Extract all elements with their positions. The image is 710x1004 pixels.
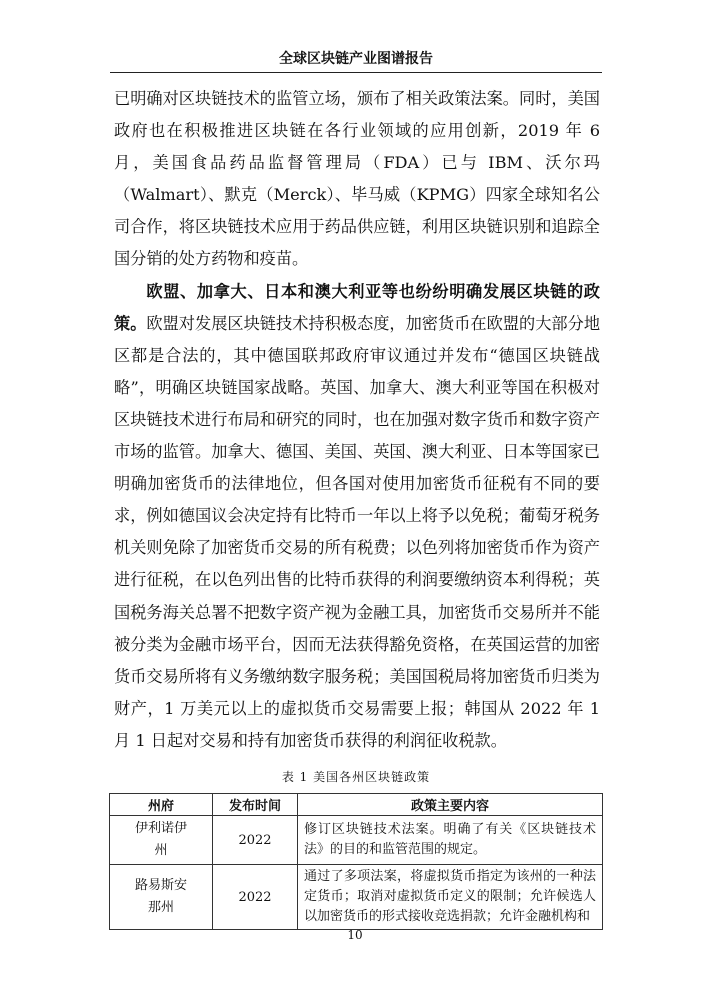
table-row bbox=[110, 816, 603, 865]
body-text bbox=[114, 83, 600, 757]
table-header-row bbox=[110, 794, 603, 816]
paragraph-body: 欧盟对发展区块链技术持积极态度，加密货币在欧盟的大部分地区都是合法的，其中德国联邦政府审议通过并发布“德国区块链战略”，明确区块链国家战略。英国、加拿大、澳大利亚等国在积极对区块链技术进行布局和研究的同时，也在加强对数字货币和数字资产市场的监管。加拿大、德国、美国、英国、澳大利亚、日本等国家已明确加密货币的法律地位，但各国对使用加密货币征税有不同的要求，例如德国议会决定持有比特币一年以上将予以免税；葡萄牙税务机关则免除了加密货币交易的所有税费；以色列将加密货币作为资产进行征税，在以色列出售的比特币获得的利润要缴纳资本利得税；英国税务海关总署不把数字资产视为金融工具，加密货币交易所并不能被分类为金融市场平台，因而无法获得豁免资格，在英国运营的加密货币交易所将有义务缴纳数字服务税；美国国税局将加密货币归类为财产，1 万美元以上的虚拟货币交易需要上报；韩国从 2022 年 1 月 1 日起对交易和持有加密货币获得的利润征收税款。 bbox=[114, 313, 601, 750]
state-cell bbox=[110, 816, 213, 865]
page-number: 10 bbox=[347, 928, 363, 942]
paragraph-international-policy bbox=[114, 276, 600, 757]
table-caption: 表 1 美国各州区块链政策 bbox=[281, 770, 431, 784]
content-cell: 通过了多项法案，将虚拟货币指定为该州的一种法定货币；取消对虚拟货币定义的限制；允许候选人以加密货币的形式接收竞选捐款；允许金融机构和 bbox=[298, 865, 603, 930]
state-name-line: 州 bbox=[154, 843, 168, 858]
table-row bbox=[110, 865, 603, 930]
state-policy-table bbox=[109, 793, 603, 930]
running-header: 全球区块链产业图谱报告 bbox=[279, 51, 433, 67]
year-cell: 2022 bbox=[213, 816, 298, 865]
paragraph-lead-sentence: 欧盟、加拿大、日本和澳大利亚等也纷纷明确发展区块链的政策。 bbox=[114, 281, 600, 333]
paragraph-us-policy: 已明确对区块链技术的监管立场，颁布了相关政策法案。同时，美国政府也在积极推进区块链在各行业领域的应用创新，2019 年 6 月，美国食品药品监督管理局（FDA）已与 IBM、沃尔玛（Walmart）、默克（Merck）、毕马威（KPMG）四家全球知名公司合作，将区块链技术应用于药品供应链，利用区块链识别和追踪全国分销的处方药物和疫苗。 bbox=[114, 89, 600, 269]
header-rule bbox=[110, 72, 602, 73]
state-name-line: 伊利诺伊 bbox=[134, 821, 187, 836]
content-cell: 修订区块链技术法案。明确了有关《区块链技术法》的目的和监管范围的规定。 bbox=[298, 816, 603, 865]
column-header-state: 州府 bbox=[110, 794, 213, 816]
column-header-content: 政策主要内容 bbox=[298, 794, 603, 816]
state-name-line: 那州 bbox=[147, 900, 174, 915]
state-cell bbox=[110, 865, 213, 930]
year-cell: 2022 bbox=[213, 865, 298, 930]
column-header-year: 发布时间 bbox=[213, 794, 298, 816]
state-name-line: 路易斯安 bbox=[134, 878, 187, 893]
